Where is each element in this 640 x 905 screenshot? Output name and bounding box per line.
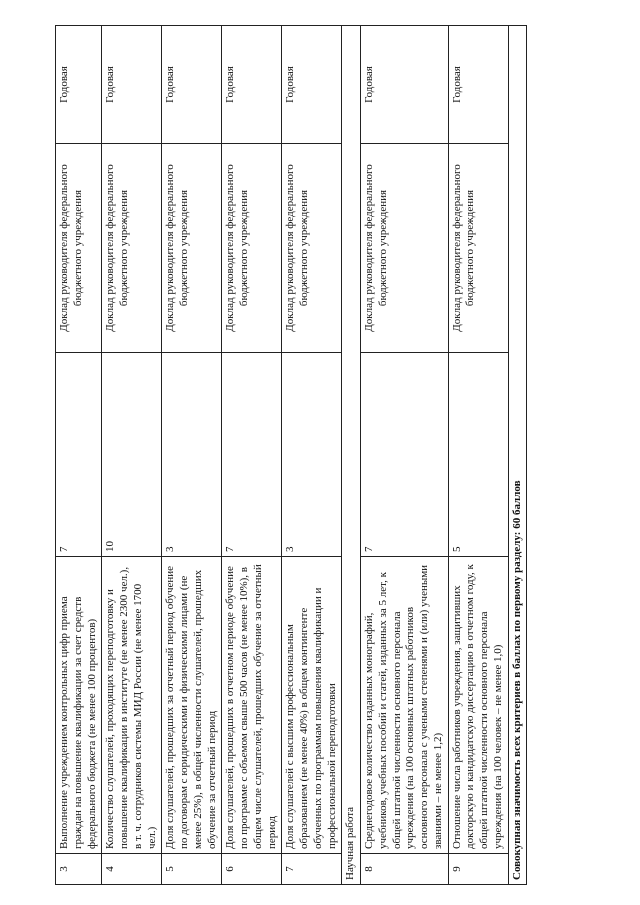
row-number: 5 [162,854,222,885]
table-row [56,26,102,885]
source-text: Доклад руководителя федерального бюджетного учреждения [448,144,508,353]
source-text: Доклад руководителя федерального бюджетного учреждения [222,144,282,353]
score-value: 3 [162,353,222,557]
table-row [361,26,449,885]
source-text: Доклад руководителя федерального бюджетного учреждения [162,144,222,353]
row-number: 4 [102,854,162,885]
row-number: 6 [222,854,282,885]
table-row [448,26,508,885]
period-text: Годовая [361,26,449,144]
criterion-text: Доля слушателей, прошедших в отчетном периоде обучение по программе с объемом свыше 500 часов (не менее 10%), в общем числе слушателей, прошедших обучение за отчетный период [222,557,282,854]
score-value: 5 [448,353,508,557]
criterion-text: Доля слушателей, прошедших за отчетный период обучение по договорам с юридическими и физическими лицами (не менее 25%), в общей численности слушателей, прошедших обучение за отчетный период [162,557,222,854]
criterion-text: Среднегодовое количество изданных монографий, учебников, учебных пособий и статей, изданных за 5 лет, к общей штатной численности основного персонала учреждения (на 100 основных штатных работников основного персонала с учеными степенями и (или) учеными званиями – не менее 1,2) [361,557,449,854]
row-number: 7 [282,854,342,885]
total-text: Совокупная значимость всех критериев в баллах по первому разделу: 60 баллов [508,26,527,885]
criterion-text: Количество слушателей, проходящих переподготовку и повышение квалификации в институте (не менее 2300 чел.), в т. ч. сотрудников системы МИД России (не менее 1700 чел.) [102,557,162,854]
period-text: Годовая [56,26,102,144]
source-text: Доклад руководителя федерального бюджетного учреждения [56,144,102,353]
section-row [342,26,361,885]
row-number: 8 [361,854,449,885]
source-text: Доклад руководителя федерального бюджетного учреждения [102,144,162,353]
table-row [162,26,222,885]
period-text: Годовая [162,26,222,144]
total-row [508,26,527,885]
source-text: Доклад руководителя федерального бюджетного учреждения [361,144,449,353]
criterion-text: Выполнение учреждением контрольных цифр приема граждан на повышение квалификации за счет средств федерального бюджета (не менее 100 процентов) [56,557,102,854]
criterion-text: Отношение числа работников учреждения, защитивших докторскую и кандидатскую диссертацию в отчетном году, к общей штатной численности основного персонала учреждения (на 100 человек – не менее 1,0) [448,557,508,854]
score-value: 7 [222,353,282,557]
period-text: Годовая [222,26,282,144]
score-value: 7 [56,353,102,557]
criterion-text: Доля слушателей с высшим профессиональным образованием (не менее 40%) в общем контингенте обученных по программам повышения квалификации и профессиональной переподготовки [282,557,342,854]
table-row [222,26,282,885]
table-row [102,26,162,885]
source-text: Доклад руководителя федерального бюджетного учреждения [282,144,342,353]
section-title: Научная работа [342,26,361,885]
period-text: Годовая [102,26,162,144]
criteria-table [55,25,527,885]
score-value: 10 [102,353,162,557]
score-value: 3 [282,353,342,557]
table-row [282,26,342,885]
period-text: Годовая [282,26,342,144]
period-text: Годовая [448,26,508,144]
row-number: 9 [448,854,508,885]
score-value: 7 [361,353,449,557]
row-number: 3 [56,854,102,885]
